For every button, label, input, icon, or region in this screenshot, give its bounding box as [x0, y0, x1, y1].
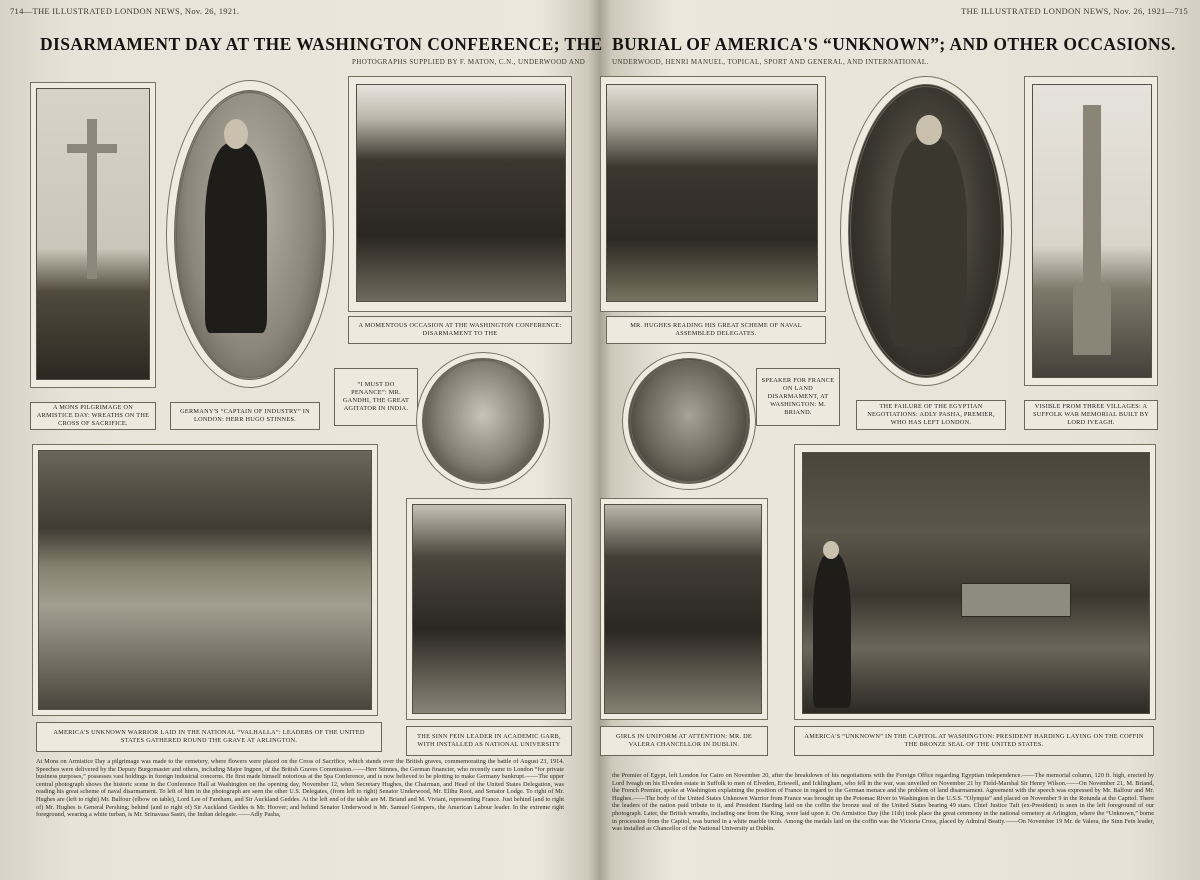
washington-conference-hall-photo — [356, 84, 566, 302]
right-page-folio: THE ILLUSTRATED LONDON NEWS, Nov. 26, 1921—715 — [961, 6, 1188, 16]
girls-in-uniform-photo — [604, 504, 762, 714]
gandhi-caption: “I MUST DO PENANCE”: MR. GANDHI, THE GREAT AGITATOR IN INDIA. — [334, 368, 418, 426]
gandhi-portrait — [422, 358, 544, 484]
photo-credit-right: UNDERWOOD, HENRI MANUEL, TOPICAL, SPORT AND GENERAL, AND INTERNATIONAL. — [612, 58, 929, 66]
hugo-stinnes-portrait — [174, 90, 326, 380]
cross-caption: A MONS PILGRIMAGE ON ARMISTICE DAY: WREATHS ON THE CROSS OF SACRIFICE. — [30, 402, 156, 430]
photo-credit-left: PHOTOGRAPHS SUPPLIED BY F. MATON, C.N., UNDERWOOD AND — [352, 58, 586, 66]
body-text-left: At Mons on Armistice Day a pilgrimage was made to the cemetery, where flowers were placed on the Cross of Sacrifice, which stands over the British graves, commemorating the battle of August 23, 1914. Speeches were delivered by the Deputy Burgomaster and others, including Major Ingpen, of the British Graves Commission.——Herr Stinnes, the German financier, who recently came to London “for private business purposes,” possesses vast holdings in foreign industrial concerns. He first made himself notorious at the Spa Conference, and is now believed to be plotting to make Germany bankrupt.——The upper central photograph shows the historic scene in the Conference Hall at Washington on the opening day, November 12, when Secretary Hughes, the Chairman, and Head of the United States Delegation, was reading his great scheme of naval disarmament. To left of him in the photograph are seen the other U.S. Delegates, (from left to right) Senator Underwood, Mr. Elihu Root, and Senator Lodge. To right of Mr. Hughes are (left to right) Mr. Balfour (elbow on table), Lord Lee of Fareham, and Sir Auckland Geddes. At the left end of the table are M. Briand and M. Viviani, representing France. Just behind (and to right of) Mr. Hughes is General Pershing; behind (and to right of) Sir Auckland Geddes is Mr. Hoover; and behind Senator Underwood is Mr. Samuel Gompers, the American Labour leader. In the extreme right foreground, wearing a white turban, is Mr. Srinavasa Sastri, the Indian delegate.——Adly Pasha, — [36, 758, 564, 819]
left-page-folio: 714—THE ILLUSTRATED LONDON NEWS, Nov. 26, 1921. — [10, 6, 240, 16]
cross-of-sacrifice-photo — [36, 88, 150, 380]
headline-left: DISARMAMENT DAY AT THE WASHINGTON CONFERENCE; THE — [40, 34, 603, 54]
hughes-caption: MR. HUGHES READING HIS GREAT SCHEME OF NAVAL ASSEMBLED DELEGATES. — [606, 316, 826, 344]
sinnfein-right-caption: GIRLS IN UNIFORM AT ATTENTION: MR. DE VALERA CHANCELLOR IN DUBLIN. — [600, 726, 768, 756]
briand-portrait — [628, 358, 750, 484]
suffolk-war-memorial-photo — [1032, 84, 1152, 378]
body-text-right: the Premier of Egypt, left London for Cairo on November 20, after the breakdown of his negotiations with the Foreign Office regarding Egyptian independence.——The memorial column, 120 ft. high, erected by Lord Iveagh on his Elveden estate in Suffolk to men of Elveden, Eriswell, and Icklingham, who fell in the war, was unveiled on November 21 by Field-Marshal Sir Henry Wilson.——On November 21, M. Briand, the French Premier, spoke at Washington explaining the position of France in regard to the German menace and the problem of land disarmament. Agreement with the speech was expressed by Mr. Balfour and Mr. Hughes.——The body of the United States Unknown Warrior from France was brought up the Potomac River to Washington in the U.S.S. “Olympia” and placed on November 9 in the Rotunda at the Capitol. There the leaders of the nation paid tribute to it, and President Harding laid on the coffin the bronze seal of the United States bearing 49 stars. Chief Justice Taft (ex-President) is seen in the left foreground of our photograph. Later, the British wreaths, including one from the King, were laid upon it. On Armistice Day (the 11th) took place the great ceremony in the national cemetery at Arlington, where the “Unknown,” borne in procession from the Capitol, was buried in a white marble tomb. Among the medals laid on the coffin was the Victoria Cross, placed by Admiral Beatty.——On November 19 Mr. de Valera, the Sinn Fein leader, was installed as Chancellor of the National University at Dublin. — [612, 772, 1154, 833]
stinnes-caption: GERMANY'S “CAPTAIN OF INDUSTRY” IN LONDON: HERR HUGO STINNES. — [170, 402, 320, 430]
arlington-caption: AMERICA'S UNKNOWN WARRIOR LAID IN THE NATIONAL “VALHALLA”: LEADERS OF THE UNITED STATES GATHERED ROUND THE GRAVE AT ARLINGTON. — [36, 722, 382, 752]
briand-caption: SPEAKER FOR FRANCE ON LAND DISARMAMENT, AT WASHINGTON: M. BRIAND. — [756, 368, 840, 426]
capitol-rotunda-photo — [802, 452, 1150, 714]
de-valera-academic-photo — [412, 504, 566, 714]
capitol-caption: AMERICA'S “UNKNOWN” IN THE CAPITOL AT WASHINGTON: PRESIDENT HARDING LAYING ON THE COFFIN THE BRONZE SEAL OF THE UNITED STATES. — [794, 726, 1154, 756]
adly-caption: THE FAILURE OF THE EGYPTIAN NEGOTIATIONS: ADLY PASHA, PREMIER, WHO HAS LEFT LONDON. — [856, 400, 1006, 430]
sinnfein-left-caption: THE SINN FEIN LEADER IN ACADEMIC GARB, WITH INSTALLED AS NATIONAL UNIVERSITY — [406, 726, 572, 756]
headline-right: BURIAL OF AMERICA'S “UNKNOWN”; AND OTHER OCCASIONS. — [612, 34, 1176, 54]
column-caption: VISIBLE FROM THREE VILLAGES: A SUFFOLK WAR MEMORIAL BUILT BY LORD IVEAGH. — [1024, 400, 1158, 430]
hughes-delegates-photo — [606, 84, 818, 302]
arlington-burial-photo — [38, 450, 372, 710]
adly-pasha-portrait — [848, 84, 1004, 378]
conference-caption: A MOMENTOUS OCCASION AT THE WASHINGTON CONFERENCE: DISARMAMENT TO THE — [348, 316, 572, 344]
